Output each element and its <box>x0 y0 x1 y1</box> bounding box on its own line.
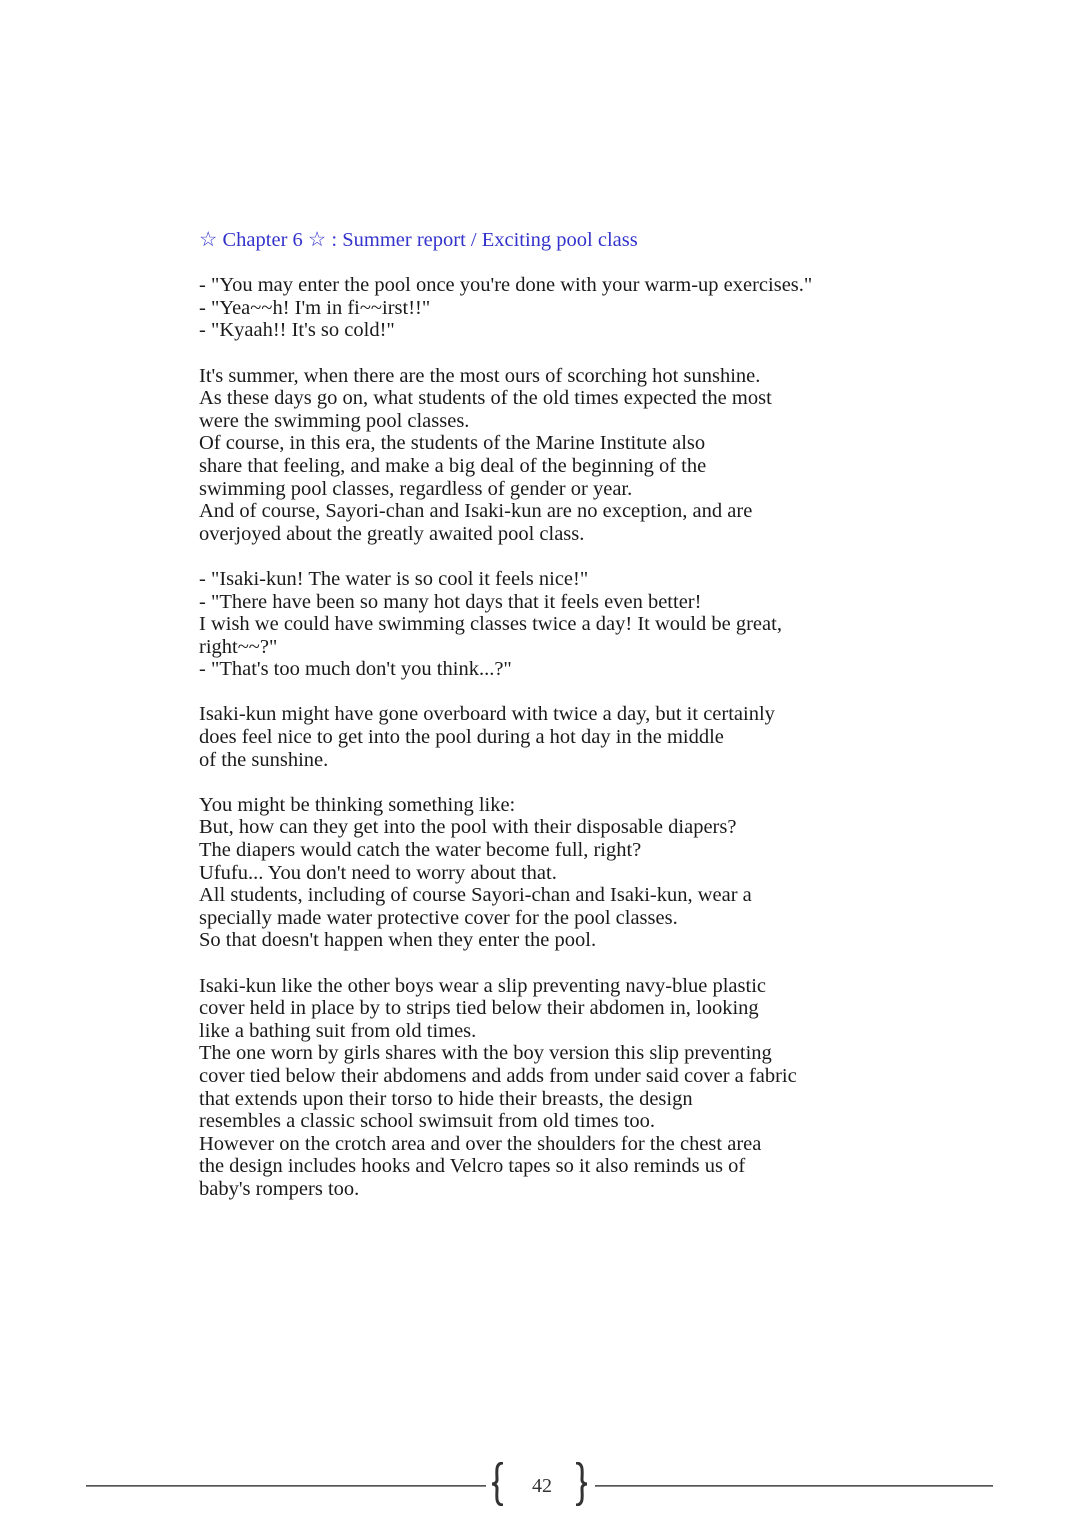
left-brace-icon <box>490 1462 506 1506</box>
page-body <box>199 229 959 1201</box>
footer-rule-right <box>595 1485 993 1487</box>
page-footer <box>0 1460 1080 1520</box>
text-line: Isaki-kun like the other boys wear a slip preventing navy-blue plastic <box>199 974 767 997</box>
paragraph-block <box>199 703 959 771</box>
paragraph-block <box>199 794 959 952</box>
paragraph-block <box>199 975 959 1201</box>
text-line: You might be thinking something like: <box>199 793 516 816</box>
text-line: cover tied below their abdomens and adds from under said cover a fabric <box>199 1064 797 1087</box>
text-line: The one worn by girls shares with the boy version this slip preventing <box>199 1042 772 1065</box>
text-blocks <box>199 274 959 1200</box>
text-line: share that feeling, and make a big deal of the beginning of the <box>199 454 707 477</box>
text-line: resembles a classic school swimsuit from old times too. <box>199 1110 656 1133</box>
text-line: But, how can they get into the pool with their disposable diapers? <box>199 816 737 839</box>
text-line: - "There have been so many hot days that it feels even better! <box>199 590 702 613</box>
paragraph-block <box>199 365 959 546</box>
text-line: And of course, Sayori-chan and Isaki-kun are no exception, and are <box>199 500 753 523</box>
text-line: cover held in place by to strips tied below their abdomen in, looking <box>199 997 759 1020</box>
text-line: of the sunshine. <box>199 748 329 771</box>
text-line: - "Kyaah!! It's so cold!" <box>199 319 395 342</box>
paragraph-block <box>199 568 959 681</box>
text-line: right~~?" <box>199 635 278 658</box>
page-number: 42 <box>532 1475 552 1497</box>
text-line: However on the crotch area and over the shoulders for the chest area <box>199 1132 762 1155</box>
text-line: Isaki-kun might have gone overboard with twice a day, but it certainly <box>199 703 775 726</box>
text-line: specially made water protective cover for the pool classes. <box>199 906 678 929</box>
text-line: baby's rompers too. <box>199 1177 360 1200</box>
text-line: swimming pool classes, regardless of gender or year. <box>199 477 633 500</box>
right-brace-icon <box>573 1462 589 1506</box>
text-line: All students, including of course Sayori-chan and Isaki-kun, wear a <box>199 884 752 907</box>
paragraph-block <box>199 274 959 342</box>
text-line: As these days go on, what students of the old times expected the most <box>199 387 772 410</box>
text-line: the design includes hooks and Velcro tapes so it also reminds us of <box>199 1155 746 1178</box>
text-line: overjoyed about the greatly awaited pool class. <box>199 522 585 545</box>
text-line: like a bathing suit from old times. <box>199 1019 477 1042</box>
text-line: does feel nice to get into the pool during a hot day in the middle <box>199 726 724 749</box>
text-line: The diapers would catch the water become full, right? <box>199 839 642 862</box>
text-line: So that doesn't happen when they enter the pool. <box>199 929 597 952</box>
text-line: - "That's too much don't you think...?" <box>199 658 512 681</box>
footer-rule-left <box>86 1485 486 1487</box>
text-line: It's summer, when there are the most ours of scorching hot sunshine. <box>199 364 761 387</box>
chapter-title: ☆ Chapter 6 ☆ : Summer report / Exciting pool class <box>199 229 638 251</box>
text-line: Of course, in this era, the students of the Marine Institute also <box>199 432 706 455</box>
text-line: that extends upon their torso to hide their breasts, the design <box>199 1087 693 1110</box>
text-line: I wish we could have swimming classes twice a day! It would be great, <box>199 613 782 636</box>
text-line: - "Yea~~h! I'm in fi~~irst!!" <box>199 296 431 319</box>
text-line: Ufufu... You don't need to worry about that. <box>199 861 557 884</box>
text-line: - "Isaki-kun! The water is so cool it feels nice!" <box>199 567 589 590</box>
text-line: - "You may enter the pool once you're done with your warm-up exercises." <box>199 274 813 297</box>
text-line: were the swimming pool classes. <box>199 409 470 432</box>
